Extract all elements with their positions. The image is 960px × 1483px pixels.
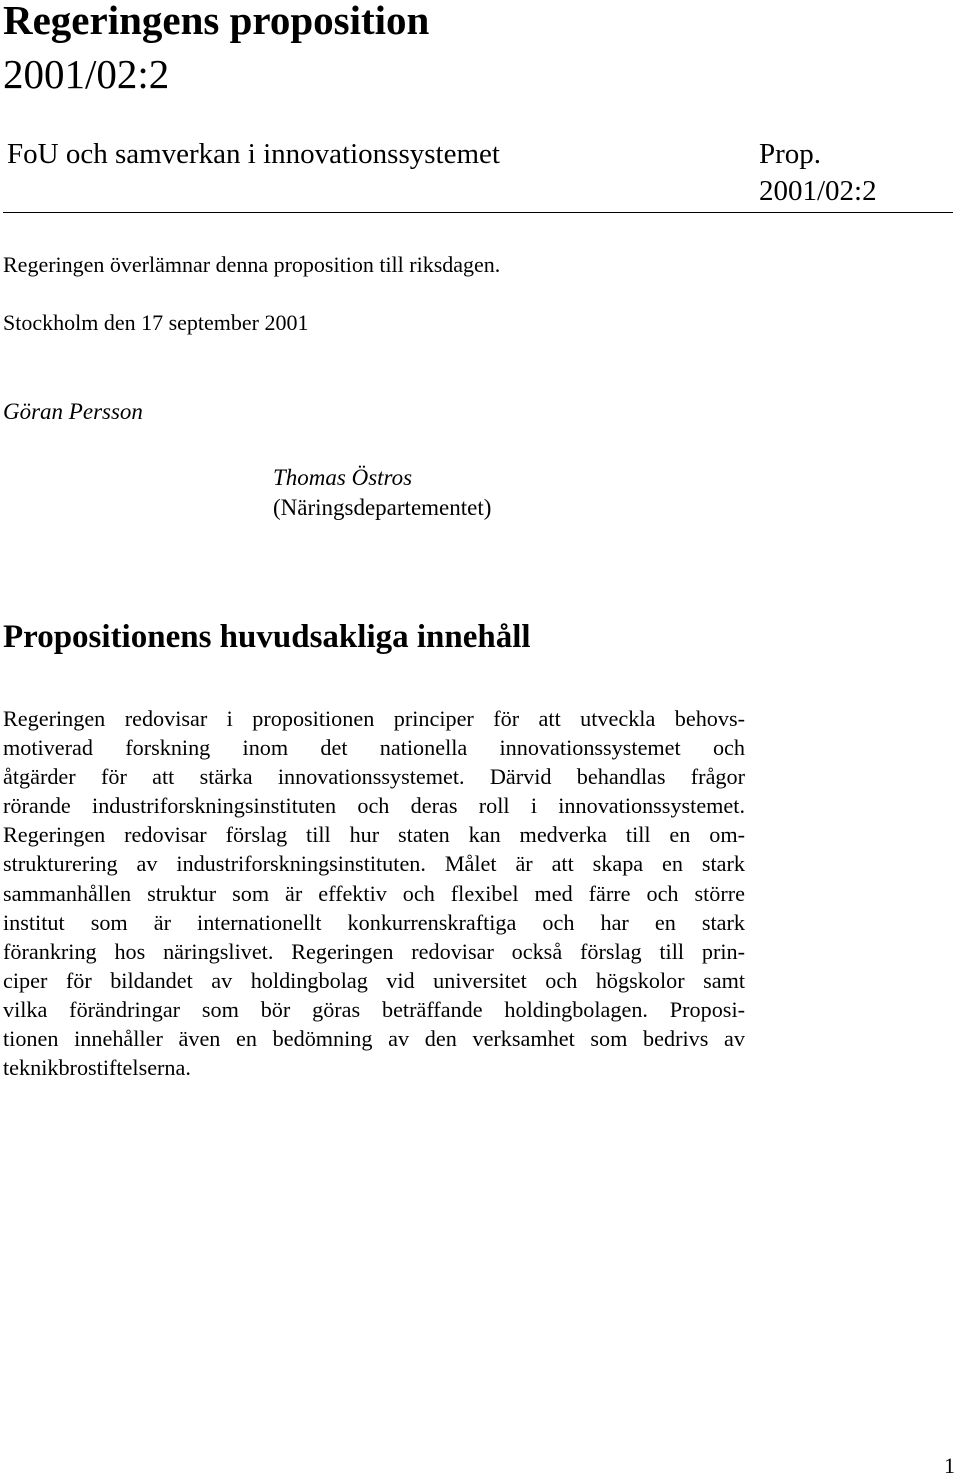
summary-line: institut som är internationellt konkurrenskraftiga och har en stark xyxy=(3,909,745,935)
summary-line: strukturering av industriforskningsinstituten. Målet är att skapa en stark xyxy=(3,851,745,877)
section-heading: Propositionens huvudsakliga innehåll xyxy=(3,619,531,655)
place-and-date: Stockholm den 17 september 2001 xyxy=(3,310,309,335)
summary-line: vilka förändringar som bör göras beträffande holdingbolagen. Proposi- xyxy=(3,996,745,1022)
handover-statement: Regeringen överlämnar denna proposition till riksdagen. xyxy=(3,252,501,277)
summary-line: förankring hos näringslivet. Regeringen redovisar också förslag till prin- xyxy=(3,938,745,964)
summary-paragraph xyxy=(3,704,745,1082)
summary-line: Regeringen redovisar förslag till hur staten kan medverka till en om- xyxy=(3,822,745,848)
page-number: 1 xyxy=(944,1453,955,1478)
proposition-subject: FoU och samverkan i innovationssystemet xyxy=(7,138,500,170)
summary-line: Regeringen redovisar i propositionen principer för att utveckla behovs- xyxy=(3,706,745,731)
summary-line: sammanhållen struktur som är effektiv och flexibel med färre och större xyxy=(3,880,745,906)
prime-minister-signature: Göran Persson xyxy=(3,399,143,424)
header-divider xyxy=(3,212,953,213)
minister-department: (Näringsdepartementet) xyxy=(273,495,492,520)
summary-line: rörande industriforskningsinstituten och deras roll i innovationssystemet. xyxy=(3,793,745,819)
document-number: 2001/02:2 xyxy=(3,51,170,97)
summary-line: motiverad forskning inom det nationella innovationssystemet och xyxy=(3,735,745,761)
summary-line: tionen innehåller även en bedömning av den verksamhet som bedrivs av xyxy=(3,1026,745,1052)
summary-line: åtgärder för att stärka innovationssystemet. Därvid behandlas frågor xyxy=(3,764,745,790)
prop-label: Prop. xyxy=(759,138,822,170)
summary-line: teknikbrostiftelserna. xyxy=(3,1055,191,1081)
summary-line: ciper för bildandet av holdingbolag vid universitet och högskolor samt xyxy=(3,967,745,993)
prop-number: 2001/02:2 xyxy=(759,175,877,207)
minister-signature: Thomas Östros xyxy=(273,465,413,490)
document-title: Regeringens proposition xyxy=(3,0,430,43)
